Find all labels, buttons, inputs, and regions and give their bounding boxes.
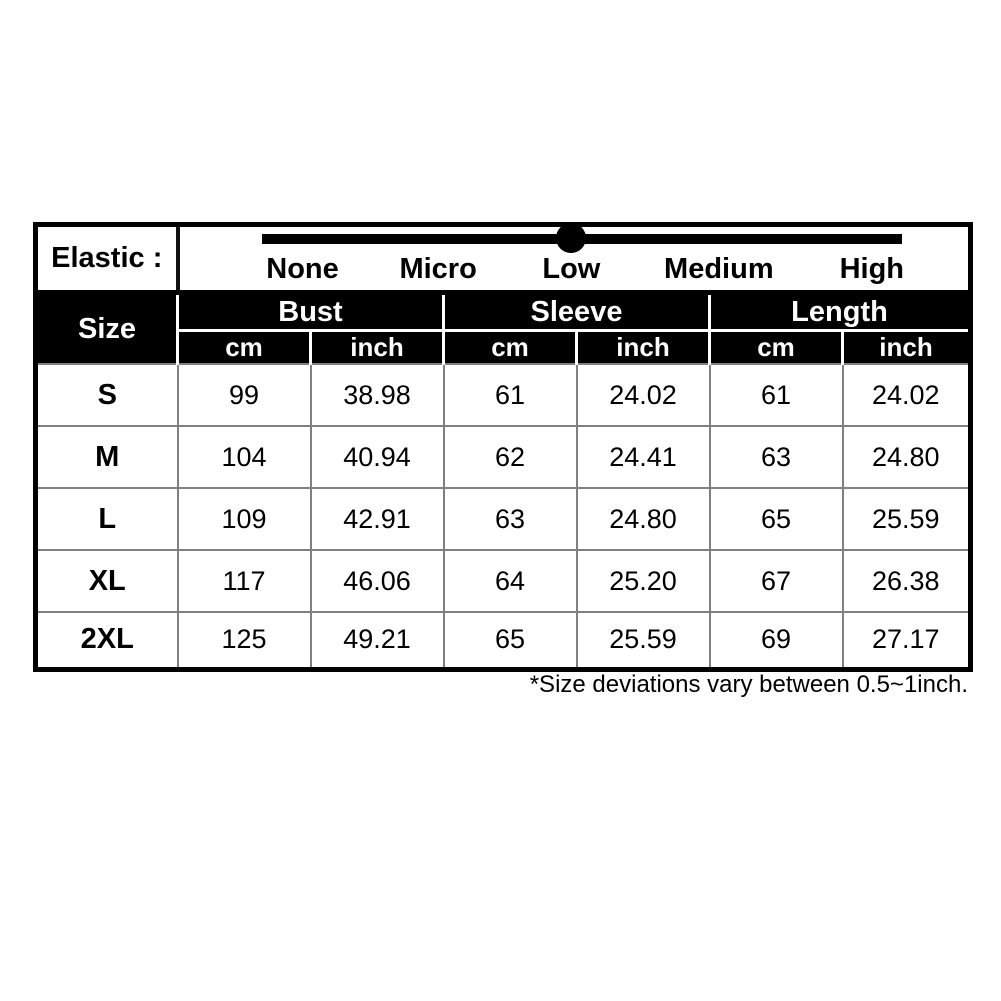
- value-cell: 25.20: [577, 550, 710, 612]
- value-cell: 24.02: [843, 364, 971, 426]
- group-header-length: Length: [710, 293, 971, 331]
- elastic-option-high: High: [839, 253, 905, 285]
- unit-header-sleeve-inch: inch: [577, 331, 710, 365]
- value-cell: 62: [444, 426, 577, 488]
- size-row-label: S: [36, 364, 178, 426]
- value-cell: 125: [178, 612, 311, 669]
- value-cell: 61: [444, 364, 577, 426]
- value-cell: 24.80: [577, 488, 710, 550]
- table-row-2xl: [36, 612, 971, 669]
- elastic-option-micro: Micro: [399, 253, 477, 285]
- corner-header-size: Size: [36, 293, 178, 365]
- table-row-m: [36, 426, 971, 488]
- unit-header-bust-inch: inch: [311, 331, 444, 365]
- elastic-row: [36, 225, 971, 293]
- group-header-bust: Bust: [178, 293, 444, 331]
- group-header-sleeve: Sleeve: [444, 293, 710, 331]
- unit-header-length-inch: inch: [843, 331, 971, 365]
- value-cell: 27.17: [843, 612, 971, 669]
- value-cell: 104: [178, 426, 311, 488]
- size-chart-table: [33, 222, 973, 672]
- size-deviation-footnote: *Size deviations vary between 0.5~1inch.: [529, 671, 968, 698]
- value-cell: 26.38: [843, 550, 971, 612]
- value-cell: 61: [710, 364, 843, 426]
- header-group-row: [36, 293, 971, 331]
- value-cell: 38.98: [311, 364, 444, 426]
- elastic-scale-area: [178, 225, 971, 293]
- value-cell: 117: [178, 550, 311, 612]
- value-cell: 65: [710, 488, 843, 550]
- table-row-l: [36, 488, 971, 550]
- value-cell: 24.02: [577, 364, 710, 426]
- value-cell: 65: [444, 612, 577, 669]
- elastic-option-medium: Medium: [664, 253, 774, 285]
- elastic-option-none: None: [266, 253, 339, 285]
- elastic-slider-handle-icon: [556, 223, 586, 253]
- elastic-label: Elastic :: [36, 225, 178, 293]
- value-cell: 25.59: [577, 612, 710, 669]
- value-cell: 67: [710, 550, 843, 612]
- value-cell: 49.21: [311, 612, 444, 669]
- size-row-label: M: [36, 426, 178, 488]
- value-cell: 63: [444, 488, 577, 550]
- unit-header-bust-cm: cm: [178, 331, 311, 365]
- value-cell: 40.94: [311, 426, 444, 488]
- size-row-label: XL: [36, 550, 178, 612]
- value-cell: 109: [178, 488, 311, 550]
- size-row-label: L: [36, 488, 178, 550]
- value-cell: 24.41: [577, 426, 710, 488]
- size-row-label: 2XL: [36, 612, 178, 669]
- value-cell: 42.91: [311, 488, 444, 550]
- value-cell: 63: [710, 426, 843, 488]
- unit-header-sleeve-cm: cm: [444, 331, 577, 365]
- value-cell: 46.06: [311, 550, 444, 612]
- table-row-xl: [36, 550, 971, 612]
- value-cell: 25.59: [843, 488, 971, 550]
- value-cell: 64: [444, 550, 577, 612]
- value-cell: 69: [710, 612, 843, 669]
- value-cell: 99: [178, 364, 311, 426]
- value-cell: 24.80: [843, 426, 971, 488]
- elastic-option-low: Low: [542, 253, 601, 285]
- unit-header-length-cm: cm: [710, 331, 843, 365]
- table-row-s: [36, 364, 971, 426]
